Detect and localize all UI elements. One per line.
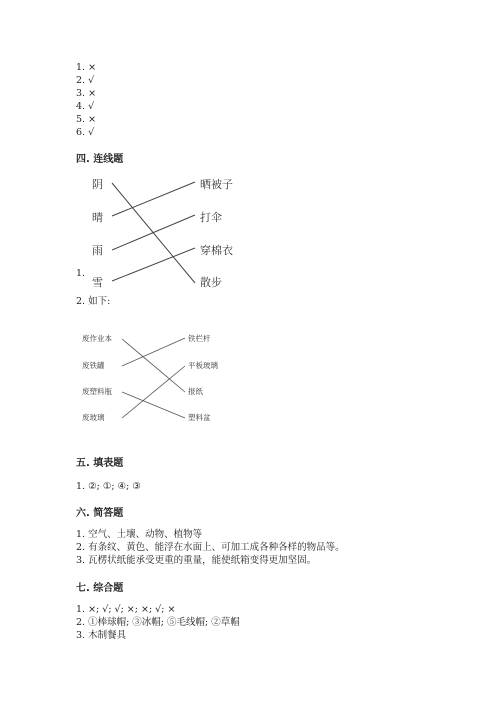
answer-line: 2. 有条纹、黄色、能浮在水面上、可加工成各种各样的物品等。 xyxy=(76,542,345,553)
match-left-word: 废塑料瓶 xyxy=(82,387,112,396)
answer-line: 5. × xyxy=(76,114,97,125)
answer-line: 1. ②; ①; ④; ③ xyxy=(76,481,141,492)
match-line xyxy=(112,182,195,216)
answer-line: 2. ①棒球帽; ③冰帽; ⑤毛线帽; ②草帽 xyxy=(76,617,240,628)
match-left-word: 废铁罐 xyxy=(82,361,105,370)
question-label: 2. 如下: xyxy=(76,296,111,307)
section-title: 六. 简答题 xyxy=(76,508,124,519)
section-title: 四. 连线题 xyxy=(76,154,124,165)
match-right-word: 铁栏杆 xyxy=(188,334,211,343)
match-line xyxy=(122,339,185,392)
match-right-word: 平板玻璃 xyxy=(188,361,218,370)
section-title: 七. 综合题 xyxy=(76,583,124,594)
answer-line: 3. 木制餐具 xyxy=(76,630,127,641)
match-left-word: 废玻璃 xyxy=(82,413,105,422)
answer-line: 3. 瓦楞状纸能承受更重的重量，能使纸箱变得更加坚固。 xyxy=(76,555,317,566)
match-right-word: 塑料盆 xyxy=(188,413,211,422)
match-line xyxy=(122,366,185,418)
section-title: 五. 填表题 xyxy=(76,458,124,469)
match-left-word: 阴 xyxy=(92,178,103,191)
answer-line: 1. ×; √; √; ×; ×; √; × xyxy=(76,604,176,615)
match-line xyxy=(122,338,185,366)
match-left-word: 雪 xyxy=(92,276,103,289)
match-right-word: 晒被子 xyxy=(200,178,233,191)
question-label: 1. xyxy=(76,268,86,279)
answer-line: 2. √ xyxy=(76,75,95,86)
match-right-word: 穿棉衣 xyxy=(200,244,233,257)
answer-line: 6. √ xyxy=(76,127,95,138)
answer-line: 1. 空气、土壤、动物、植物等 xyxy=(76,529,203,540)
answer-line: 3. × xyxy=(76,88,97,99)
match-right-word: 打伞 xyxy=(200,211,222,224)
match-left-word: 雨 xyxy=(92,244,103,257)
match-right-word: 报纸 xyxy=(188,387,203,396)
match-line xyxy=(122,392,185,418)
match-left-word: 废作业本 xyxy=(82,334,112,343)
answer-line: 4. √ xyxy=(76,101,95,112)
match-right-word: 散步 xyxy=(200,276,222,289)
match-line xyxy=(112,248,195,281)
answer-line: 1. × xyxy=(76,62,97,73)
match-left-word: 晴 xyxy=(92,211,103,224)
match-line xyxy=(112,215,195,250)
